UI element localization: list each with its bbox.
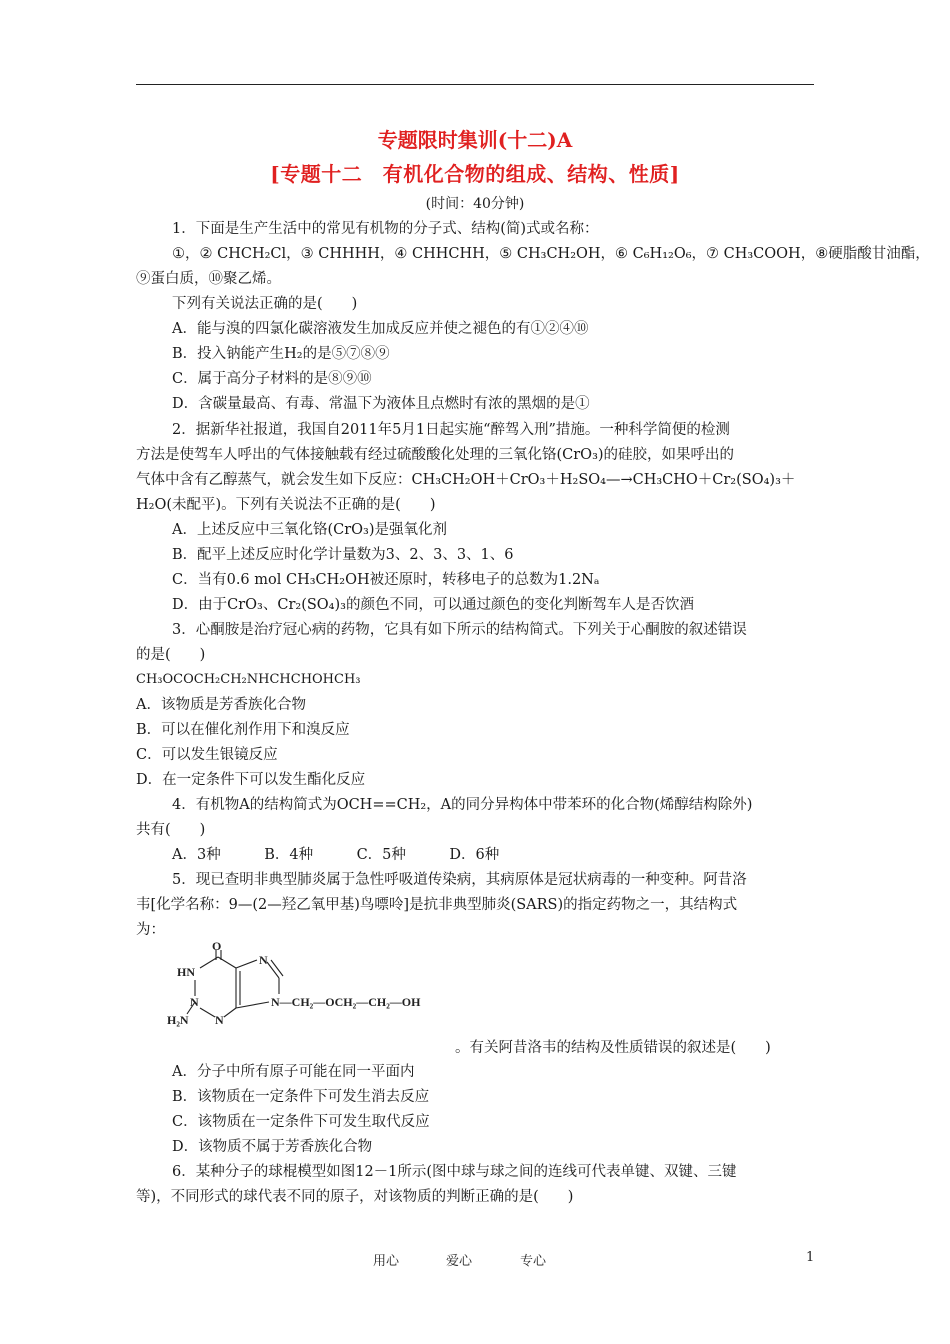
q1-option-c: C．属于高分子材料的是⑧⑨⑩ <box>172 371 372 387</box>
struct-hn-label: HN <box>177 965 195 979</box>
q4-line-1: 4．有机物A的结构简式为OCH==CH₂，A的同分异构体中带苯环的化合物(烯醇结构除外) <box>172 797 753 813</box>
q2-option-a: A．上述反应中三氧化铬(CrO₃)是强氧化剂 <box>172 522 448 538</box>
q1-option-d: D．含碳量最高、有毒、常温下为液体且点燃时有浓的黑烟的是① <box>172 396 590 412</box>
q2-line-1: 2．据新华社报道，我国自2011年5月1日起实施“醉驾入刑”措施。一种科学简便的检测 <box>172 422 730 438</box>
q1-items-2: ⑨蛋白质，⑩聚乙烯。 <box>136 271 281 287</box>
page-number: 1 <box>806 1250 815 1265</box>
q6-line-2: 等)，不同形式的球代表不同的原子，对该物质的判断正确的是( ) <box>136 1189 574 1205</box>
struct-n-top-label: N <box>259 953 268 967</box>
q2-option-d: D．由于CrO₃、Cr₂(SO₄)₃的颜色不同，可以通过颜色的变化判断驾车人是否饮酒 <box>172 597 694 613</box>
footer-right: 专心 <box>520 1254 547 1269</box>
page-title: 专题限时集训(十二)A <box>377 128 573 152</box>
acyclovir-structure <box>165 942 455 1028</box>
footer-mid: 爱心 <box>446 1254 473 1269</box>
struct-n-bottom-label: N <box>215 1013 224 1027</box>
q3-line-2: 的是( ) <box>136 647 206 663</box>
q1-option-b: B．投入钠能产生H₂的是⑤⑦⑧⑨ <box>172 346 390 362</box>
q5-line-1: 5．现已查明非典型肺炎属于急性呼吸道传染病，其病原体是冠状病毒的一种变种。阿昔洛 <box>172 872 747 888</box>
q5-line-3: 为： <box>136 922 165 938</box>
q4-line-2: 共有( ) <box>136 822 206 838</box>
q5-option-d: D．该物质不属于芳香族化合物 <box>172 1139 373 1155</box>
q5-line-2: 韦[化学名称：9—(2—羟乙氧甲基)鸟嘌呤]是抗非典型肺炎(SARS)的指定药物之一，其结构式 <box>136 897 738 913</box>
q5-option-a: A．分子中所有原子可能在同一平面内 <box>172 1064 415 1080</box>
q1-items-1: ①，② CHCH₂Cl，③ CHHHH，④ CHHCHH，⑤ CH₃CH₂OH，⑥ C₆H₁₂O₆，⑦ CH₃COOH，⑧硬脂酸甘油酯， <box>172 246 930 262</box>
q3-formula: CH₃OCOCH₂CH₂NHCHCHOHCH₃ <box>136 672 361 687</box>
q2-line-4: H₂O(未配平)。下列有关说法不正确的是( ) <box>136 497 436 513</box>
q3-option-a: A．该物质是芳香族化合物 <box>136 697 306 713</box>
q2-line-2: 方法是使驾车人呼出的气体接触载有经过硫酸酸化处理的三氧化铬(CrO₃)的硅胶，如果呼出的 <box>136 447 735 463</box>
struct-n-left-label: N <box>190 995 199 1009</box>
q1-ask: 下列有关说法正确的是( ) <box>172 296 358 312</box>
q4-options: A．3种 B．4种 C．5种 D．6种 <box>172 847 500 863</box>
struct-h2n-label: H₂N <box>167 1013 189 1027</box>
q3-line-1: 3．心酮胺是治疗冠心病的药物，它具有如下所示的结构简式。下列关于心酮胺的叙述错误 <box>172 622 747 638</box>
q2-option-c: C．当有0.6 mol CH₃CH₂OH被还原时，转移电子的总数为1.2Nₐ <box>172 572 600 588</box>
q3-option-c: C．可以发生银镜反应 <box>136 747 278 763</box>
q3-option-d: D．在一定条件下可以发生酯化反应 <box>136 772 366 788</box>
page-subtitle: [专题十二 有机化合物的组成、结构、性质] <box>270 162 680 186</box>
q5-after-structure: 。有关阿昔洛韦的结构及性质错误的叙述是( ) <box>455 1040 771 1056</box>
struct-o-label: O <box>212 942 222 953</box>
q2-option-b: B．配平上述反应时化学计量数为3、2、3、3、1、6 <box>172 547 514 563</box>
q5-option-b: B．该物质在一定条件下可发生消去反应 <box>172 1089 430 1105</box>
q2-line-3: 气体中含有乙醇蒸气，就会发生如下反应：CH₃CH₂OH＋CrO₃＋H₂SO₄—→CH₃CHO＋Cr₂(SO₄)₃＋ <box>136 472 796 488</box>
q1-stem: 1．下面是生产生活中的常见有机物的分子式、结构(简)式或名称： <box>172 221 599 237</box>
footer-left: 用心 <box>373 1254 400 1269</box>
time-limit: (时间：40分钟) <box>425 196 525 212</box>
q3-option-b: B．可以在催化剂作用下和溴反应 <box>136 722 350 738</box>
q1-option-a: A．能与溴的四氯化碳溶液发生加成反应并使之褪色的有①②④⑩ <box>172 321 589 337</box>
header-rule <box>136 84 814 85</box>
q5-option-c: C．该物质在一定条件下可发生取代反应 <box>172 1114 430 1130</box>
q6-line-1: 6．某种分子的球棍模型如图12－1所示(图中球与球之间的连线可代表单键、双键、三键 <box>172 1164 737 1180</box>
struct-side-chain: N—CH₂—OCH₂—CH₂—OH <box>271 995 421 1009</box>
